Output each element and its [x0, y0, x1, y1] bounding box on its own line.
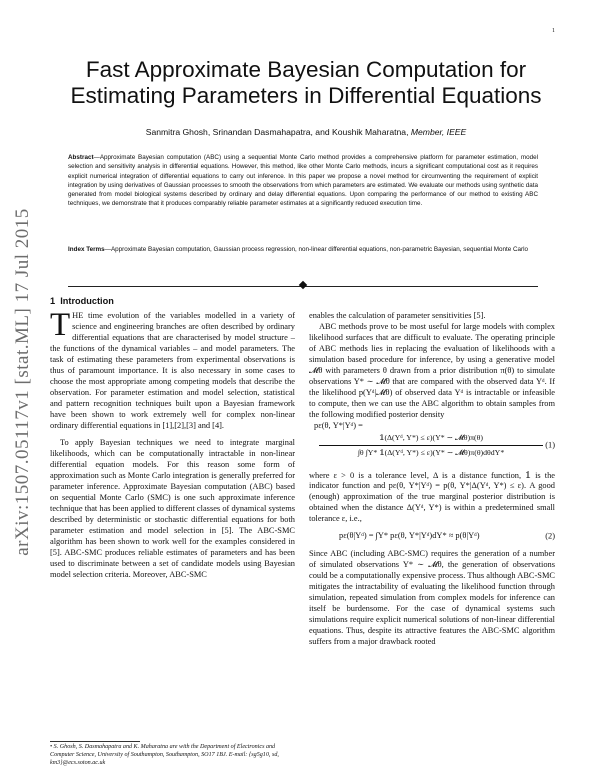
separator-diamond-icon [299, 281, 307, 289]
right-column [309, 311, 555, 648]
right-paragraph-1: ABC methods prove to be most useful for large models with complex likelihood surfaces that are difficult to evaluate. The operating principle of ABC methods lies in replacing the evaluation of likelihoods with a simulation based procedure for inference, by using a generative model 𝓜θ with parameters θ drawn from a prior distribution π(θ) to simulate observations Y* ∼ 𝓜θ that are compared with the observed data Yᵈ. If the likelihood p(Yᵈ|𝓜θ) of observed data Yᵈ is intractable or infeasible to compute, then we can use the ABC algorithm to obtain samples from the following modified posterior density [309, 321, 555, 419]
intro-paragraph-1 [50, 307, 295, 431]
drop-cap: T [50, 307, 71, 343]
index-terms-label: Index Terms [68, 246, 105, 253]
index-terms [68, 245, 538, 254]
equation-1-numerator: 𝟙(Δ(Yᵈ, Y*) ≤ ε)(Y* ∼ 𝓜θ)π(θ) [319, 433, 543, 447]
author-footnote: • S. Ghosh, S. Dasmahapatra and K. Maharatna are with the Department of Electronics and Computer Science, University of Southampton, Southampton, SO17 1BJ. E-mail: {sg5g10, sd, km3}@ecs.soton.ac.uk [50, 744, 279, 766]
equation-1-fraction [319, 433, 543, 460]
title-line-2: Estimating Parameters in Differential Equations [70, 83, 542, 108]
arxiv-stamp [8, 182, 38, 582]
author-names: Sanmitra Ghosh, Srinandan Dasmahapatra, and Koushik Maharatna, [145, 127, 409, 137]
section-number: 1 [50, 296, 56, 306]
equation-2-body: pε(θ|Yᵈ) = ∫Y* pε(θ, Y*|Yᵈ)dY* ≈ p(θ|Yᵈ) [339, 531, 480, 541]
equation-1-lhs: pε(θ, Y*|Yᵈ) = [314, 420, 363, 430]
section-heading [50, 296, 114, 306]
section-title: Introduction [60, 296, 114, 306]
right-paragraph-0: enables the calculation of parameter sensitivities [5]. [309, 311, 486, 320]
equation-1-denominator: ∫θ ∫Y* 𝟙(Δ(Yᵈ, Y*) ≤ ε)(Y* ∼ 𝓜θ)π(θ)dθdY* [357, 448, 505, 458]
title-line-1: Fast Approximate Bayesian Computation for [85, 57, 527, 82]
intro-paragraph-1-text: HE time evolution of the variables modelled in a variety of science and engineering branches are often described by ordinary differential equations that are characterised by model structure – the functions of the dynamical variables – and model parameters. The task of estimating these parameters from experimental observations is thus of paramount importance. It is also necessary in some cases to choose the most appropriate among competing models that describe the observation. For parameter estimation and model selection, statistical and pattern recognition techniques built upon a Bayesian framework have been shown to work extremely well for complex non-linear ordinary differential equations in [1],[2],[3] and [4]. [50, 311, 295, 430]
section-separator [68, 281, 538, 291]
equation-1 [309, 421, 555, 471]
paper-title [50, 57, 562, 109]
left-column [50, 307, 295, 581]
right-paragraph-3: Since ABC (including ABC-SMC) requires the generation of a number of simulated observations Y* ∼ 𝓜θ, the generation of observations could be a computationally expensive process. Thus although ABC-SMC mitigates the intractability of evaluating the likelihood function through simulation, repeated simulation from complex models for inference can itself be burdensome. For the case of dynamical systems such simulations require explicit numerical solutions of non-linear differential equations. Thus, despite its attractive features the ABC-SMC algorithm suffers from a major drawback rooted [309, 549, 555, 646]
equation-2-number: (2) [545, 531, 555, 541]
equation-2 [309, 525, 555, 549]
author-list [50, 127, 562, 137]
abstract-text: —Approximate Bayesian computation (ABC) using a sequential Monte Carlo method provides a comprehensive platform for parameter estimation, model selection and sensitivity analysis in differential equations. However, this method, like other Monte Carlo methods, incurs a significant computational cost as it requires explicit numerical integration of differential equations to carry out inference. In this paper we propose a novel method for circumventing the requirement of explicit integration by using derivatives of Gaussian processes to smooth the observations from which parameters are estimated. We evaluate our methods using synthetic data generated from model biological systems described by ordinary and delay differential equations. Upon comparing the performance of our method to existing ABC techniques, we demonstrate that it produces comparably reliable parameter estimates at a significantly reduced execution time. [68, 154, 538, 208]
page-number: 1 [552, 28, 555, 34]
abstract [68, 153, 538, 209]
arxiv-identifier: arXiv:1507.05117v1 [stat.ML] 17 Jul 2015 [12, 208, 33, 556]
index-terms-text: —Approximate Bayesian computation, Gaussian process regression, non-linear differential equations, non-parametric Bayesian, sequential Monte Carlo [104, 246, 529, 253]
author-role: Member, IEEE [410, 127, 467, 137]
footnote-rule [50, 741, 140, 742]
intro-paragraph-2: To apply Bayesian techniques we need to integrate marginal likelihoods, which can be computationally intractable in non-linear differential equation models. For this reason some form of approximation such as Monte Carlo integration is generally preferred for parameter inference. Approximate Bayesian computation (ABC) based on sequential Monte Carlo (SMC) is one such approximate inference technique that has been applied to different classes of dynamical systems described by deterministic or stochastic differential equations for both parameter estimation and model selection in [5]. The ABC-SMC algorithm has been shown to work well for the examples considered in [5]. ABC-SMC produces reliable estimates of parameters and has been used to discriminate between a set of candidate models using Bayesian model selection criteria. Moreover, ABC-SMC [50, 438, 295, 579]
right-paragraph-2: where ε > 0 is a tolerance level, Δ is a distance function, 𝟙 is the indicator function and pε(θ, Y*|Yᵈ) = p(θ, Y*|Δ(Yᵈ, Y*) ≤ ε). A good (enough) approximation of the true marginal posterior distribution is obtained when the distance Δ(Yᵈ, Y*) is within a predetermined small tolerance ε, i.e., [309, 470, 555, 524]
abstract-label: Abstract [68, 154, 94, 161]
equation-1-number: (1) [545, 440, 555, 450]
